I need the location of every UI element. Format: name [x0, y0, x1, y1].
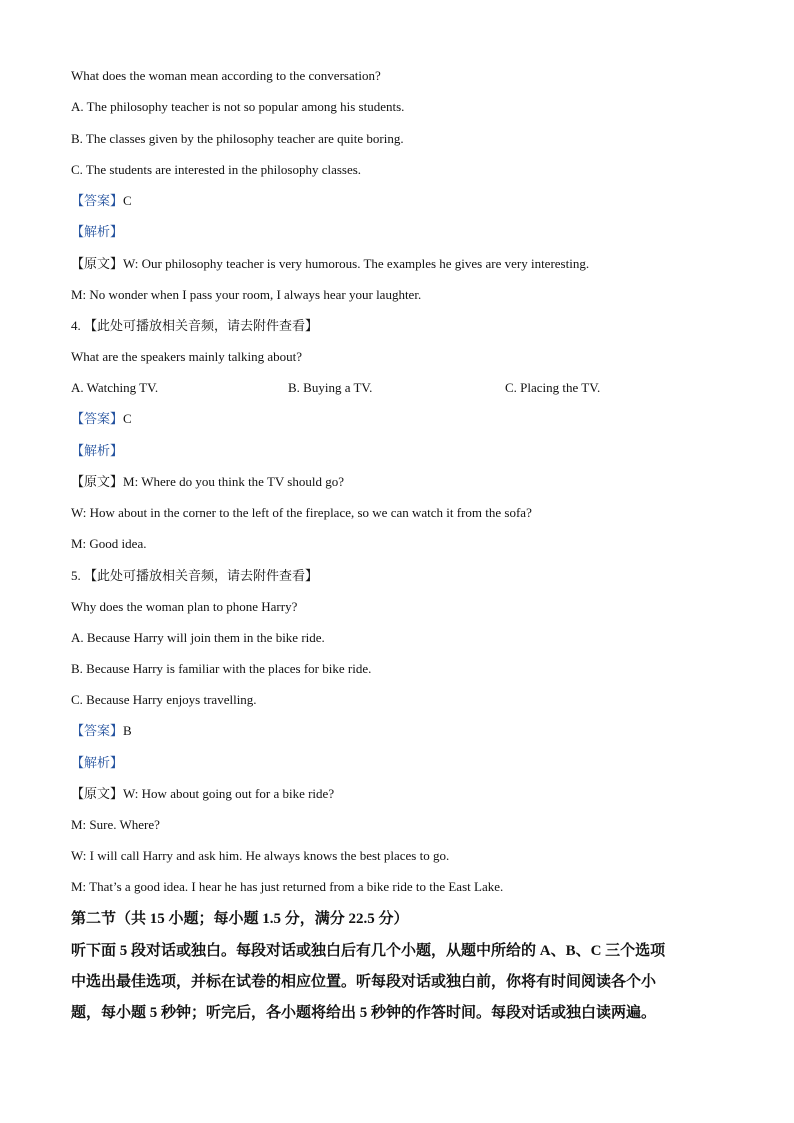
q5-transcript-4: M: That’s a good idea. I hear he has just returned from a bike ride to the East Lake.: [71, 879, 504, 894]
q4-answer: [71, 411, 132, 427]
transcript-tag: 【原文】: [71, 786, 124, 801]
q5-header: 5. 【此处可播放相关音频，请去附件查看】: [71, 568, 319, 583]
q5-analysis-tag: 【解析】: [71, 755, 124, 770]
section2-instruction-3: 题，每小题 5 秒钟；听完后，各小题将给出 5 秒钟的作答时间。每段对话或独白读两遍。: [71, 1005, 657, 1021]
answer-value: B: [123, 723, 132, 738]
q5-answer: [71, 723, 132, 739]
transcript-text: M: Where do you think the TV should go?: [123, 474, 344, 489]
q5-transcript-2: M: Sure. Where?: [71, 817, 160, 832]
q3-transcript-2: M: No wonder when I pass your room, I always hear your laughter.: [71, 287, 422, 302]
section2-heading: 第二节（共 15 小题；每小题 1.5 分，满分 22.5 分）: [71, 911, 409, 927]
q4-question: What are the speakers mainly talking about?: [71, 349, 303, 364]
transcript-text: W: How about going out for a bike ride?: [123, 786, 335, 801]
q5-question: Why does the woman plan to phone Harry?: [71, 599, 298, 614]
q3-answer: [71, 193, 132, 209]
answer-tag: 【答案】: [71, 193, 124, 208]
answer-value: C: [123, 193, 132, 208]
q5-option-a: A. Because Harry will join them in the bike ride.: [71, 630, 325, 645]
transcript-text: W: Our philosophy teacher is very humorous. The examples he gives are very interesting.: [123, 256, 590, 271]
q3-question: What does the woman mean according to the conversation?: [71, 68, 381, 83]
q4-option-c: C. Placing the TV.: [505, 380, 601, 395]
answer-tag: 【答案】: [71, 411, 124, 426]
transcript-tag: 【原文】: [71, 256, 124, 271]
transcript-tag: 【原文】: [71, 474, 124, 489]
q4-transcript-3: M: Good idea.: [71, 536, 147, 551]
q3-option-c: C. The students are interested in the philosophy classes.: [71, 162, 362, 177]
q4-option-b: B. Buying a TV.: [288, 380, 373, 395]
q3-option-b: B. The classes given by the philosophy teacher are quite boring.: [71, 131, 404, 146]
q4-transcript-1: [71, 474, 344, 490]
q4-header: 4. 【此处可播放相关音频，请去附件查看】: [71, 318, 319, 333]
q3-analysis-tag: 【解析】: [71, 224, 124, 239]
q4-analysis-tag: 【解析】: [71, 443, 124, 458]
q5-transcript-3: W: I will call Harry and ask him. He always knows the best places to go.: [71, 848, 450, 863]
answer-tag: 【答案】: [71, 723, 124, 738]
q3-transcript-1: [71, 256, 589, 272]
q3-option-a: A. The philosophy teacher is not so popular among his students.: [71, 99, 405, 114]
section2-instruction-2: 中选出最佳选项，并标在试卷的相应位置。听每段对话或独白前，你将有时间阅读各个小: [71, 974, 657, 990]
q5-transcript-1: [71, 786, 334, 802]
section2-instruction-1: 听下面 5 段对话或独白。每段对话或独白后有几个小题，从题中所给的 A、B、C 三个选项: [71, 943, 666, 959]
q5-option-b: B. Because Harry is familiar with the places for bike ride.: [71, 661, 372, 676]
answer-value: C: [123, 411, 132, 426]
q5-option-c: C. Because Harry enjoys travelling.: [71, 692, 257, 707]
q4-option-a: A. Watching TV.: [71, 380, 159, 395]
q4-transcript-2: W: How about in the corner to the left of the fireplace, so we can watch it from the sofa?: [71, 505, 532, 520]
